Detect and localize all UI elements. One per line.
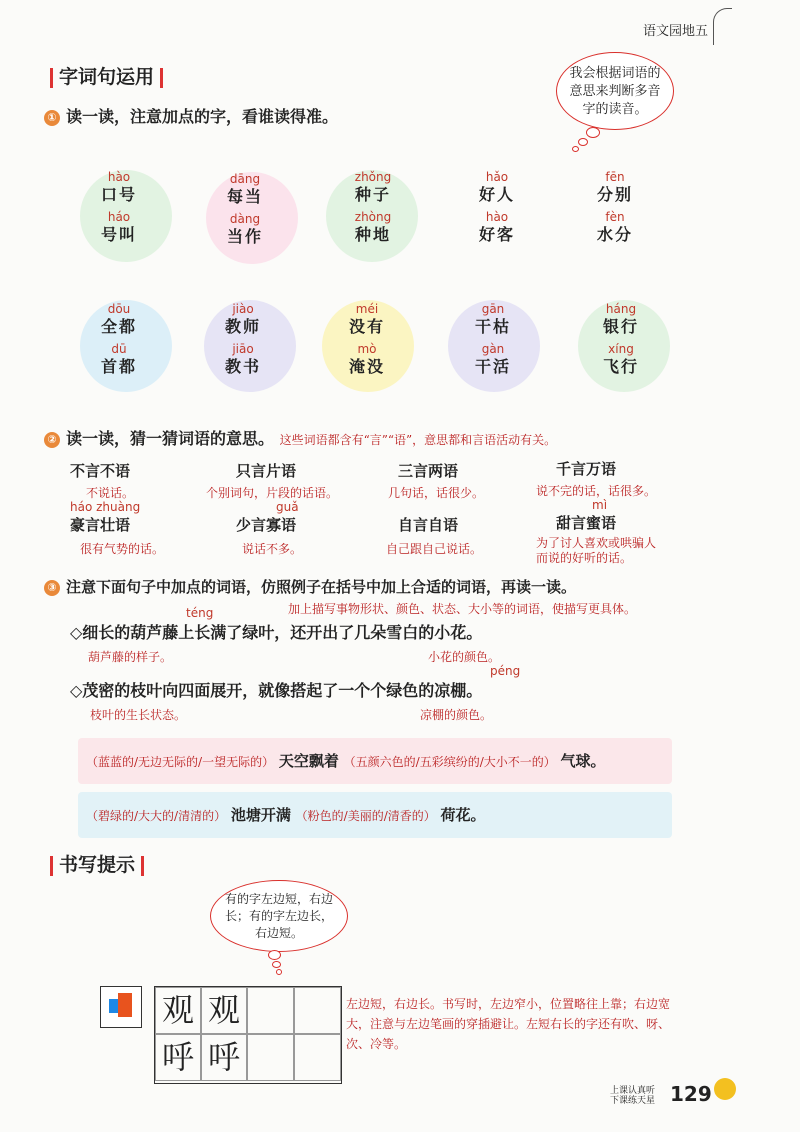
header-title: 语文园地五 <box>642 24 708 39</box>
idiom: 三言两语 <box>398 462 459 480</box>
idiom: 甜言蜜语 <box>556 514 617 532</box>
writing-grid <box>154 986 342 1084</box>
idiom: 不言不语 <box>70 462 131 480</box>
idiom-note: 说话不多。 <box>242 542 303 556</box>
example-sentence: ◇细长的葫芦藤上长满了绿叶，还开出了几朵雪白的小花。 <box>70 623 483 642</box>
exercise-strip: （蓝蓝的/无边无际的/一望无际的） 天空飘着 （五颜六色的/五彩缤纷的/大小不一的） 气球。 <box>78 738 672 784</box>
bubble-dot <box>268 950 281 960</box>
idiom-note: 说不完的话，话很多。 <box>536 484 657 498</box>
idiom-pinyin: guǎ <box>276 500 299 514</box>
section-title-1: 字词句运用 <box>44 62 169 89</box>
bubble-dot <box>276 969 282 975</box>
section-title-2: 书写提示 <box>44 850 150 877</box>
word-pair: dāng 每当 dàng 当作 <box>226 172 263 246</box>
word-pair: zhǒng 种子 zhòng 种地 <box>354 170 392 244</box>
bullet-icon: ① <box>44 110 60 126</box>
structure-icon <box>100 986 142 1028</box>
thought-bubble: 有的字左边短，右边长；有的字左边长，右边短。 <box>210 880 348 952</box>
grid-char: 观 <box>207 991 240 1029</box>
word-pair: háng 银行 xíng 飞行 <box>602 302 639 376</box>
bullet-icon: ② <box>44 432 60 448</box>
bubble-dot <box>578 138 588 146</box>
title-bar-icon <box>141 856 144 876</box>
idiom-note: 自己跟自己说话。 <box>386 542 483 556</box>
word-pair: hào 口号 háo 号叫 <box>100 170 137 244</box>
word-pair: fēn 分别 fèn 水分 <box>596 170 633 244</box>
title-bar-icon <box>50 68 53 88</box>
idiom-note: 不说话。 <box>86 486 135 500</box>
star-icon <box>714 1078 736 1100</box>
example-sentence: ◇茂密的枝叶向四面展开，就像搭起了一个个绿色的凉棚。 <box>70 681 483 700</box>
word-pair: jiào 教师 jiāo 教书 <box>224 302 261 376</box>
idiom: 只言片语 <box>236 462 297 480</box>
sentence-pinyin: péng <box>490 664 521 678</box>
title-bar-icon <box>50 856 53 876</box>
word-pair: hǎo 好人 hào 好客 <box>478 170 515 244</box>
page-number: 129 <box>670 1082 712 1106</box>
page-corner <box>713 8 732 45</box>
idiom-note: 很有气势的话。 <box>80 542 165 556</box>
writing-note: 左边短，右边长。书写时，左边窄小，位置略往上靠；右边宽大，注意与左边笔画的穿插避让。左短右长的字还有吹、呀、次、冷等。 <box>346 997 671 1051</box>
idiom: 自言自语 <box>398 516 459 534</box>
idiom: 豪言壮语 <box>70 516 131 534</box>
idiom-note: 几句话，话很少。 <box>388 486 485 500</box>
idiom: 千言万语 <box>556 460 617 478</box>
bubble-dot <box>572 146 579 152</box>
task-1: ① 读一读，注意加点的字，看谁读得准。 <box>44 104 338 127</box>
task-3-note: 加上描写事物形状、颜色、状态、大小等的词语，使描写更具体。 <box>288 602 637 616</box>
idiom: 少言寡语 <box>236 516 297 534</box>
bubble-dot <box>272 961 281 968</box>
grid-char: 呼 <box>161 1038 194 1076</box>
bubble-dot <box>586 127 600 138</box>
idiom-pinyin: háo zhuàng <box>70 500 141 514</box>
sentence-pinyin: téng <box>186 606 214 620</box>
word-pair: méi 没有 mò 淹没 <box>348 302 385 376</box>
sentence-note: 凉棚的颜色。 <box>420 708 493 722</box>
grid-char: 呼 <box>207 1038 240 1076</box>
idiom-note: 为了讨人喜欢或哄骗人而说的好听的话。 <box>536 536 657 565</box>
word-pair: gān 干枯 gàn 干活 <box>474 302 511 376</box>
idiom-pinyin: mì <box>592 498 608 512</box>
sentence-note: 枝叶的生长状态。 <box>90 708 187 722</box>
word-pair: dōu 全都 dū 首都 <box>100 302 137 376</box>
task-2: ② 读一读，猜一猜词语的意思。 这些词语都含有“言”“语”，意思都和言语活动有关。 <box>44 426 556 449</box>
sentence-note: 小花的颜色。 <box>428 650 501 664</box>
title-bar-icon <box>160 68 163 88</box>
grid-char: 观 <box>161 991 194 1029</box>
idiom-note: 个别词句，片段的话语。 <box>206 486 339 500</box>
exercise-strip: （碧绿的/大大的/清清的） 池塘开满 （粉色的/美丽的/清香的） 荷花。 <box>78 792 672 838</box>
task-3: ③ 注意下面句子中加点的词语，仿照例子在括号中加上合适的词语，再读一读。 <box>44 576 576 597</box>
thought-bubble: 我会根据词语的意思来判断多音字的读音。 <box>556 52 674 130</box>
footer-slogan: 上课认真听 下课练天星 <box>610 1086 656 1106</box>
sentence-note: 葫芦藤的样子。 <box>88 650 173 664</box>
bullet-icon: ③ <box>44 580 60 596</box>
